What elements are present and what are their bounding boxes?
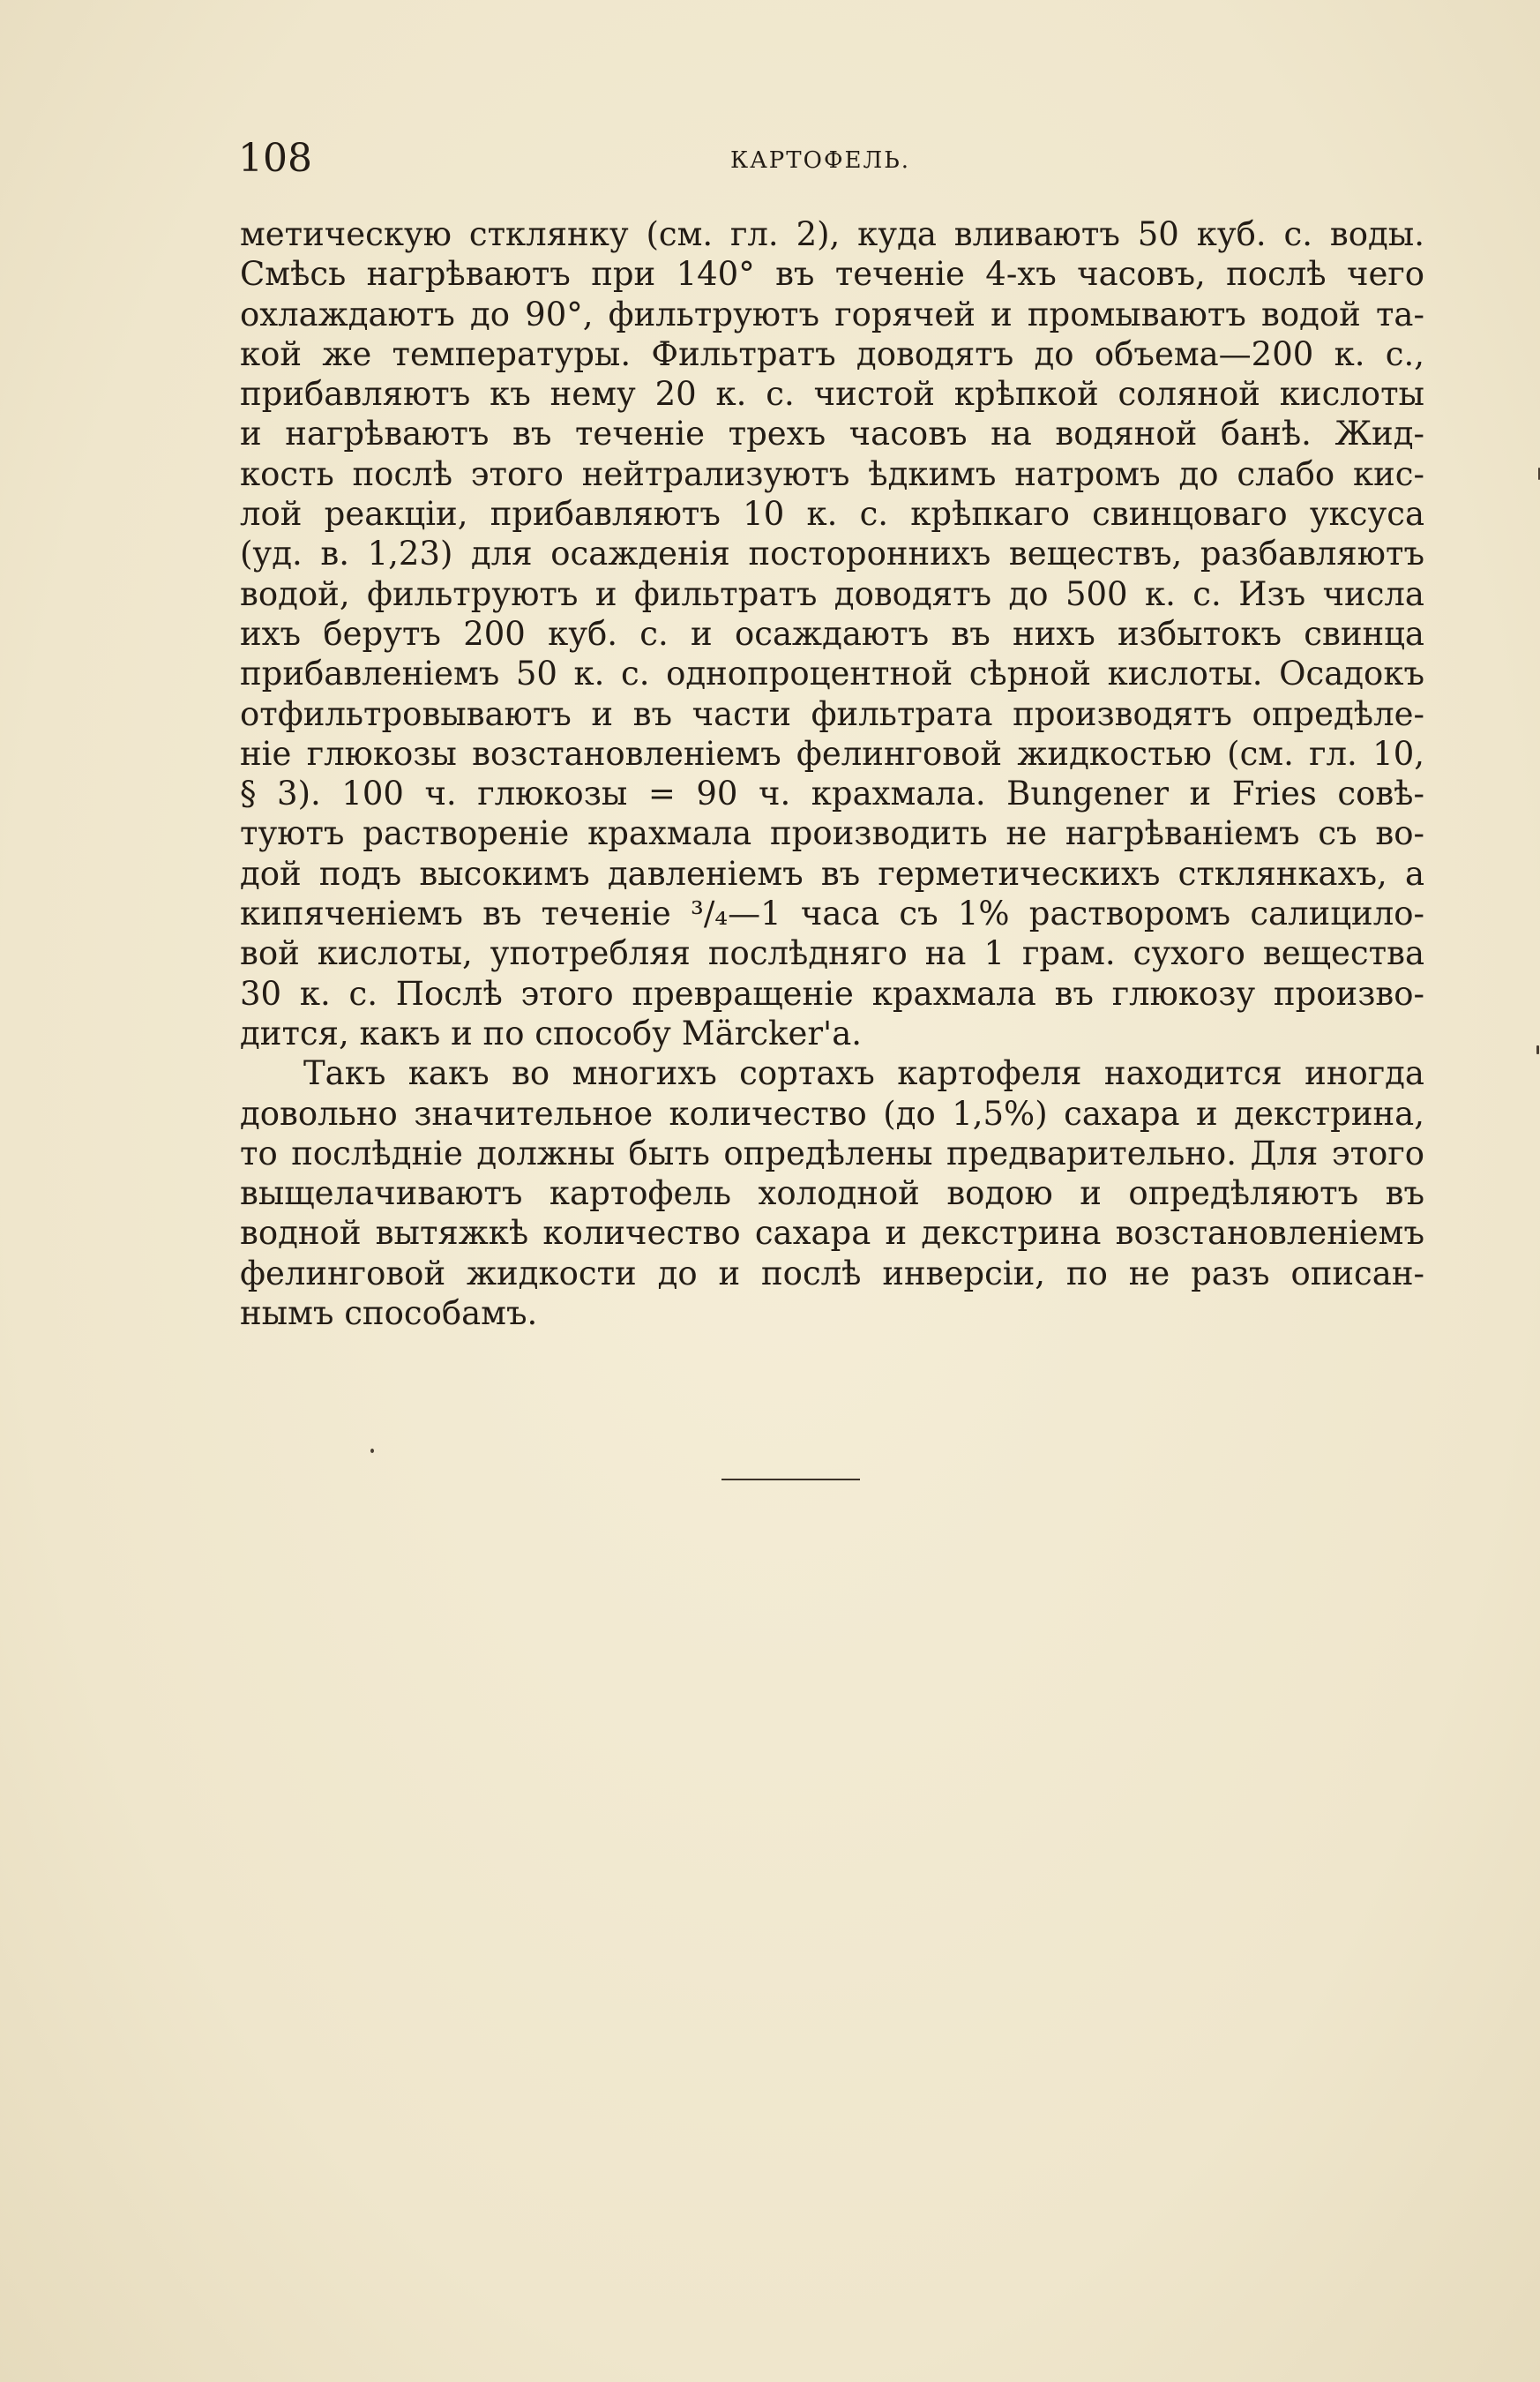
- text-line: Такъ какъ во многихъ сортахъ картофеля находится иногда: [303, 1054, 1424, 1093]
- text-line: ніе глюкозы возстановленіемъ фелинговой жидкостью (см. гл. 10,: [240, 734, 1424, 773]
- text-line: кипяченіемъ въ теченіе ³/₄—1 часа съ 1% растворомъ салицило-: [240, 895, 1424, 933]
- text-line: лой реакціи, прибавляютъ 10 к. с. крѣпкаго свинцоваго уксуса: [240, 495, 1424, 534]
- text-line: то послѣдніе должны быть опредѣлены предварительно. Для этого: [240, 1134, 1424, 1172]
- text-line: отфильтровываютъ и въ части фильтрата производятъ опредѣле-: [240, 694, 1424, 733]
- text-line: фелинговой жидкости до и послѣ инверсіи, по не разъ описан-: [240, 1254, 1424, 1292]
- body-text: [240, 214, 1424, 1333]
- text-line: 30 к. с. Послѣ этого превращеніе крахмала въ глюкозу произво-: [240, 974, 1424, 1013]
- text-line: нымъ способамъ.: [240, 1294, 538, 1333]
- text-line: вой кислоты, употребляя послѣдняго на 1 грам. сухого вещества: [240, 934, 1424, 973]
- end-rule: [721, 1479, 860, 1480]
- running-head: КАРТОФЕЛЬ.: [729, 147, 910, 174]
- text-line: выщелачиваютъ картофель холодной водою и опредѣляютъ въ: [240, 1174, 1424, 1213]
- text-line: водной вытяжкѣ количество сахара и декстрина возстановленіемъ: [240, 1214, 1424, 1253]
- print-speck: [370, 1449, 374, 1453]
- text-line: дой подъ высокимъ давленіемъ въ герметическихъ стклянкахъ, а: [240, 854, 1424, 893]
- text-line: прибавляютъ къ нему 20 к. с. чистой крѣпкой соляной кислоты: [240, 375, 1424, 414]
- text-line: Смѣсь нагрѣваютъ при 140° въ теченіе 4-хъ часовъ, послѣ чего: [240, 255, 1424, 294]
- text-line: (уд. в. 1,23) для осажденія постороннихъ веществъ, разбавляютъ: [240, 535, 1424, 573]
- page-number: 108: [238, 136, 312, 181]
- print-speck: [1536, 1045, 1539, 1054]
- text-line: кой же температуры. Фильтратъ доводятъ до объема—200 к. с.,: [240, 334, 1424, 373]
- text-line: метическую стклянку (см. гл. 2), куда вливаютъ 50 куб. с. воды.: [240, 215, 1424, 253]
- text-line: прибавленіемъ 50 к. с. однопроцентной сѣрной кислоты. Осадокъ: [240, 655, 1424, 693]
- page-header: [238, 137, 1402, 190]
- paragraph-1: [240, 214, 1424, 1053]
- text-line: довольно значительное количество (до 1,5%) сахара и декстрина,: [240, 1094, 1424, 1133]
- text-line: и нагрѣваютъ въ теченіе трехъ часовъ на водяной банѣ. Жид-: [240, 415, 1424, 453]
- text-line: ихъ берутъ 200 куб. с. и осаждаютъ въ нихъ избытокъ свинца: [240, 614, 1424, 653]
- text-line: туютъ раствореніе крахмала производить не нагрѣваніемъ съ во-: [240, 814, 1424, 853]
- paragraph-2: [240, 1053, 1424, 1333]
- text-line: § 3). 100 ч. глюкозы = 90 ч. крахмала. Bungener и Fries совѣ-: [240, 775, 1424, 813]
- text-line: водой, фильтруютъ и фильтратъ доводятъ до 500 к. с. Изъ числа: [240, 574, 1424, 613]
- text-line: дится, какъ и по способу Märcker'а.: [240, 1014, 863, 1052]
- text-line: кость послѣ этого нейтрализуютъ ѣдкимъ натромъ до слабо кис-: [240, 454, 1424, 493]
- text-line: охлаждаютъ до 90°, фильтруютъ горячей и промываютъ водой та-: [240, 295, 1424, 333]
